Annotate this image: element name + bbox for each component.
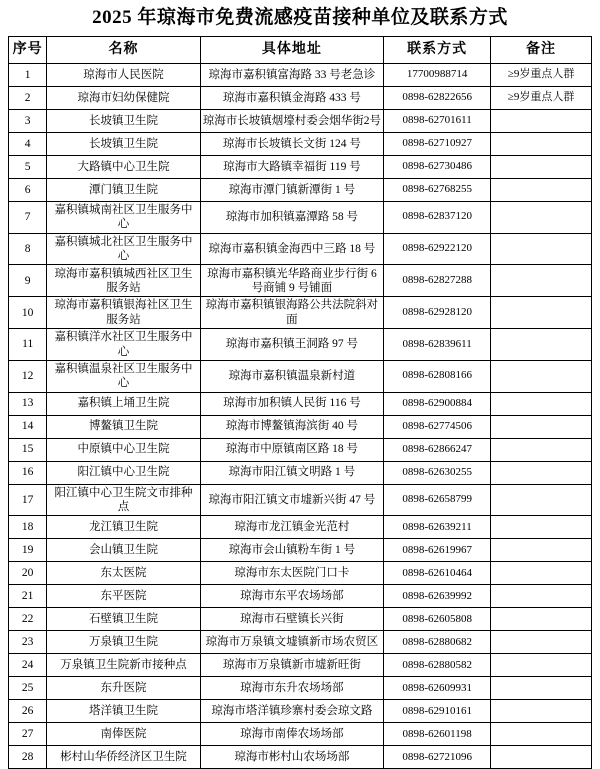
cell-index: 7 — [9, 201, 47, 233]
cell-note — [491, 392, 592, 415]
cell-note — [491, 297, 592, 329]
table-row — [9, 132, 592, 155]
cell-phone: 0898-62721096 — [384, 746, 491, 769]
cell-index: 10 — [9, 297, 47, 329]
cell-address: 琼海市嘉积镇银海路公共法院斜对面 — [200, 297, 384, 329]
cell-phone: 17700988714 — [384, 63, 491, 86]
cell-address: 琼海市东太医院门口卡 — [200, 562, 384, 585]
table-row — [9, 63, 592, 86]
cell-index: 9 — [9, 265, 47, 297]
cell-phone: 0898-62837120 — [384, 201, 491, 233]
cell-address: 琼海市东升农场场部 — [200, 677, 384, 700]
cell-note — [491, 516, 592, 539]
table-row — [9, 562, 592, 585]
table-row — [9, 484, 592, 516]
cell-name: 中原镇中心卫生院 — [47, 438, 200, 461]
cell-phone: 0898-62658799 — [384, 484, 491, 516]
cell-index: 21 — [9, 585, 47, 608]
cell-phone: 0898-62808166 — [384, 360, 491, 392]
cell-index: 28 — [9, 746, 47, 769]
table-row — [9, 392, 592, 415]
table-row — [9, 329, 592, 361]
cell-phone: 0898-62630255 — [384, 461, 491, 484]
cell-index: 12 — [9, 360, 47, 392]
table-row — [9, 438, 592, 461]
table-row — [9, 265, 592, 297]
cell-index: 16 — [9, 461, 47, 484]
cell-address: 琼海市加积镇人民街 116 号 — [200, 392, 384, 415]
vaccination-sites-table — [8, 36, 592, 769]
cell-phone: 0898-62605808 — [384, 608, 491, 631]
cell-address: 琼海市东平农场场部 — [200, 585, 384, 608]
cell-phone: 0898-62768255 — [384, 178, 491, 201]
cell-note — [491, 677, 592, 700]
cell-phone: 0898-62610464 — [384, 562, 491, 585]
cell-phone: 0898-62880582 — [384, 654, 491, 677]
cell-note — [491, 438, 592, 461]
cell-name: 东升医院 — [47, 677, 200, 700]
cell-index: 23 — [9, 631, 47, 654]
table-row — [9, 608, 592, 631]
cell-index: 25 — [9, 677, 47, 700]
cell-index: 19 — [9, 539, 47, 562]
table-row — [9, 631, 592, 654]
column-header-name: 名称 — [47, 36, 200, 63]
cell-index: 15 — [9, 438, 47, 461]
cell-note — [491, 132, 592, 155]
cell-address: 琼海市阳江镇文明路 1 号 — [200, 461, 384, 484]
cell-address: 琼海市阳江镇文市墟新兴街 47 号 — [200, 484, 384, 516]
cell-index: 14 — [9, 415, 47, 438]
cell-address: 琼海市万泉镇新市墟新旺街 — [200, 654, 384, 677]
cell-name: 塔洋镇卫生院 — [47, 700, 200, 723]
cell-note — [491, 360, 592, 392]
cell-name: 东平医院 — [47, 585, 200, 608]
cell-address: 琼海市嘉积镇富海路 33 号老急诊 — [200, 63, 384, 86]
cell-name: 会山镇卫生院 — [47, 539, 200, 562]
cell-phone: 0898-62639211 — [384, 516, 491, 539]
table-row — [9, 746, 592, 769]
cell-address: 琼海市加积镇嘉潭路 58 号 — [200, 201, 384, 233]
cell-index: 1 — [9, 63, 47, 86]
cell-index: 26 — [9, 700, 47, 723]
cell-index: 2 — [9, 86, 47, 109]
column-header-address: 具体地址 — [200, 36, 384, 63]
cell-note — [491, 585, 592, 608]
cell-address: 琼海市嘉积镇金海路 433 号 — [200, 86, 384, 109]
table-row — [9, 297, 592, 329]
cell-index: 17 — [9, 484, 47, 516]
cell-name: 嘉积镇上埇卫生院 — [47, 392, 200, 415]
cell-note — [491, 562, 592, 585]
column-header-note: 备注 — [491, 36, 592, 63]
cell-name: 龙江镇卫生院 — [47, 516, 200, 539]
cell-address: 琼海市龙江镇金光范村 — [200, 516, 384, 539]
table-row — [9, 723, 592, 746]
cell-note — [491, 178, 592, 201]
cell-note — [491, 329, 592, 361]
cell-note — [491, 109, 592, 132]
cell-note — [491, 484, 592, 516]
cell-address: 琼海市嘉积镇温泉新村道 — [200, 360, 384, 392]
column-header-index: 序号 — [9, 36, 47, 63]
table-row — [9, 677, 592, 700]
cell-note — [491, 265, 592, 297]
table-row — [9, 415, 592, 438]
cell-phone: 0898-62822656 — [384, 86, 491, 109]
cell-phone: 0898-62730486 — [384, 155, 491, 178]
cell-phone: 0898-62701611 — [384, 109, 491, 132]
cell-phone: 0898-62601198 — [384, 723, 491, 746]
cell-phone: 0898-62866247 — [384, 438, 491, 461]
cell-name: 长坡镇卫生院 — [47, 109, 200, 132]
cell-name: 博鳌镇卫生院 — [47, 415, 200, 438]
table-row — [9, 155, 592, 178]
cell-phone: 0898-62922120 — [384, 233, 491, 265]
table-row — [9, 109, 592, 132]
cell-note — [491, 415, 592, 438]
cell-address: 琼海市彬村山农场场部 — [200, 746, 384, 769]
cell-note — [491, 631, 592, 654]
table-header-row — [9, 36, 592, 63]
cell-note — [491, 608, 592, 631]
page-title: 2025 年琼海市免费流感疫苗接种单位及联系方式 — [92, 7, 508, 28]
table-row — [9, 86, 592, 109]
table-body — [9, 63, 592, 769]
cell-note — [491, 746, 592, 769]
cell-phone: 0898-62774506 — [384, 415, 491, 438]
cell-phone: 0898-62710927 — [384, 132, 491, 155]
table-row — [9, 539, 592, 562]
cell-name: 琼海市人民医院 — [47, 63, 200, 86]
cell-address: 琼海市石壁镇长兴街 — [200, 608, 384, 631]
cell-address: 琼海市会山镇粉车街 1 号 — [200, 539, 384, 562]
cell-note — [491, 201, 592, 233]
cell-index: 24 — [9, 654, 47, 677]
cell-phone: 0898-62910161 — [384, 700, 491, 723]
cell-name: 琼海市嘉积镇城西社区卫生服务站 — [47, 265, 200, 297]
cell-address: 琼海市塔洋镇珍寨村委会琼文路 — [200, 700, 384, 723]
cell-name: 阳江镇中心卫生院文市排种点 — [47, 484, 200, 516]
cell-note: ≥9岁重点人群 — [491, 63, 592, 86]
table-row — [9, 233, 592, 265]
cell-address: 琼海市南俸农场场部 — [200, 723, 384, 746]
cell-note — [491, 723, 592, 746]
cell-index: 6 — [9, 178, 47, 201]
cell-index: 8 — [9, 233, 47, 265]
table-row — [9, 700, 592, 723]
cell-index: 20 — [9, 562, 47, 585]
cell-address: 琼海市嘉积镇光华路商业步行街 6 号商铺 9 号铺面 — [200, 265, 384, 297]
table-row — [9, 461, 592, 484]
cell-note — [491, 700, 592, 723]
cell-name: 南俸医院 — [47, 723, 200, 746]
cell-name: 阳江镇中心卫生院 — [47, 461, 200, 484]
cell-index: 5 — [9, 155, 47, 178]
cell-name: 万泉镇卫生院 — [47, 631, 200, 654]
cell-index: 22 — [9, 608, 47, 631]
table-row — [9, 516, 592, 539]
cell-note: ≥9岁重点人群 — [491, 86, 592, 109]
cell-index: 18 — [9, 516, 47, 539]
cell-name: 嘉积镇温泉社区卫生服务中心 — [47, 360, 200, 392]
table-header — [9, 36, 592, 63]
cell-name: 万泉镇卫生院新市接种点 — [47, 654, 200, 677]
cell-index: 3 — [9, 109, 47, 132]
cell-phone: 0898-62619967 — [384, 539, 491, 562]
cell-name: 嘉积镇洋水社区卫生服务中心 — [47, 329, 200, 361]
cell-note — [491, 539, 592, 562]
cell-name: 嘉积镇城北社区卫生服务中心 — [47, 233, 200, 265]
cell-address: 琼海市嘉积镇金海西中三路 18 号 — [200, 233, 384, 265]
cell-phone: 0898-62639992 — [384, 585, 491, 608]
cell-name: 长坡镇卫生院 — [47, 132, 200, 155]
cell-phone: 0898-62609931 — [384, 677, 491, 700]
cell-name: 彬村山华侨经济区卫生院 — [47, 746, 200, 769]
cell-phone: 0898-62928120 — [384, 297, 491, 329]
cell-name: 石壁镇卫生院 — [47, 608, 200, 631]
cell-name: 大路镇中心卫生院 — [47, 155, 200, 178]
cell-index: 11 — [9, 329, 47, 361]
cell-index: 27 — [9, 723, 47, 746]
cell-note — [491, 461, 592, 484]
table-row — [9, 178, 592, 201]
cell-index: 4 — [9, 132, 47, 155]
table-row — [9, 360, 592, 392]
table-row — [9, 201, 592, 233]
cell-address: 琼海市大路镇幸福街 119 号 — [200, 155, 384, 178]
cell-phone: 0898-62827288 — [384, 265, 491, 297]
cell-phone: 0898-62900884 — [384, 392, 491, 415]
cell-name: 东太医院 — [47, 562, 200, 585]
table-row — [9, 654, 592, 677]
cell-phone: 0898-62839611 — [384, 329, 491, 361]
cell-address: 琼海市嘉积镇王洞路 97 号 — [200, 329, 384, 361]
cell-note — [491, 654, 592, 677]
cell-phone: 0898-62880682 — [384, 631, 491, 654]
cell-name: 嘉积镇城南社区卫生服务中心 — [47, 201, 200, 233]
cell-address: 琼海市潭门镇新潭街 1 号 — [200, 178, 384, 201]
cell-note — [491, 233, 592, 265]
cell-address: 琼海市长坡镇烟壕村委会烟华街2号 — [200, 109, 384, 132]
cell-index: 13 — [9, 392, 47, 415]
column-header-phone: 联系方式 — [384, 36, 491, 63]
cell-note — [491, 155, 592, 178]
cell-address: 琼海市万泉镇文墟镇新市场农贸区 — [200, 631, 384, 654]
cell-address: 琼海市博鳌镇海滨街 40 号 — [200, 415, 384, 438]
cell-name: 琼海市妇幼保健院 — [47, 86, 200, 109]
cell-name: 潭门镇卫生院 — [47, 178, 200, 201]
cell-address: 琼海市中原镇南区路 18 号 — [200, 438, 384, 461]
cell-name: 琼海市嘉积镇银海社区卫生服务站 — [47, 297, 200, 329]
cell-address: 琼海市长坡镇长文街 124 号 — [200, 132, 384, 155]
table-row — [9, 585, 592, 608]
